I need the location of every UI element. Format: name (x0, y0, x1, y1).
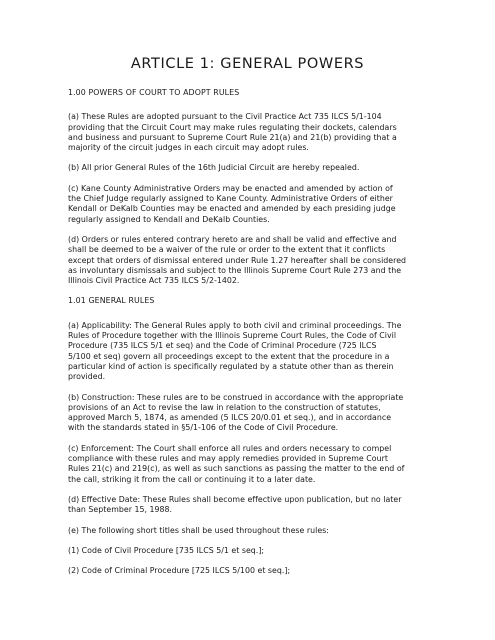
section-heading: 1.00 POWERS OF COURT TO ADOPT RULES (68, 88, 240, 97)
paragraph: (2) Code of Criminal Procedure [725 ILCS 5/100 et seq.]; (68, 566, 291, 576)
article-title: ARTICLE 1: GENERAL POWERS (130, 56, 365, 72)
section-heading: 1.01 GENERAL RULES (68, 296, 155, 306)
paragraph: (c) Kane County Administrative Orders may be enacted and amended by action of the Chief Judge regularly assigned to Kane County. Administrative Orders of either Kendall or DeKalb Counties may be enacted and amended by each presiding judge regularly assigned to Kendall and DeKalb Counties. (68, 183, 396, 224)
paragraph: (d) Effective Date: These Rules shall become effective upon publication, but no later than September 15, 1988. (68, 494, 402, 515)
paragraph: (a) Applicability: The General Rules apply to both civil and criminal proceedings. The Rules of Procedure together with the Illinois Supreme Court Rules, the Code of Civil Procedure (735 ILCS 5/1 et seq) and the Code of Criminal Procedure (725 ILCS 5/100 et seq) govern all proceedings except to the extent that the procedure in a particular kind of action is specifically regulated by a statute other than as therein provided. (68, 320, 402, 382)
paragraph: (d) Orders or rules entered contrary hereto are and shall be valid and effective and shall be deemed to be a waiver of the rule or order to the extent that it conflicts except that orders of dismissal entered under Rule 1.27 hereafter shall be considered as involuntary dismissals and subject to the Illinois Supreme Court Rule 273 and the Illinois Civil Practice Act 735 ILCS 5/2-1402. (68, 234, 407, 286)
paragraph: (a) These Rules are adopted pursuant to the Civil Practice Act 735 ILCS 5/1-104 providing that the Circuit Court may make rules regulating their dockets, calendars and business and pursuant to Supreme Court Rule 21(a) and 21(b) providing that a majority of the circuit judges in each circuit may adopt rules. (68, 112, 397, 153)
paragraph: (c) Enforcement: The Court shall enforce all rules and orders necessary to compel compliance with these rules and may apply remedies provided in Supreme Court Rules 21(c) and 219(c), as well as such sanctions as passing the matter to the end of the call, striking it from the call or continuing it to a later date. (68, 443, 405, 484)
paragraph: (1) Code of Civil Procedure [735 ILCS 5/1 et seq.]; (68, 545, 265, 555)
document-body (68, 88, 438, 586)
paragraph: (e) The following short titles shall be used throughout these rules: (68, 525, 329, 535)
paragraph: (b) Construction: These rules are to be construed in accordance with the appropriate provisions of an Act to revise the law in relation to the construction of statutes, approved March 5, 1874, as amended (5 ILCS 20/0.01 et seq.), and in accordance with the standards stated in §5/1-106 of the Code of Civil Procedure. (68, 392, 404, 433)
paragraph: (b) All prior General Rules of the 16th Judicial Circuit are hereby repealed. (68, 163, 360, 173)
